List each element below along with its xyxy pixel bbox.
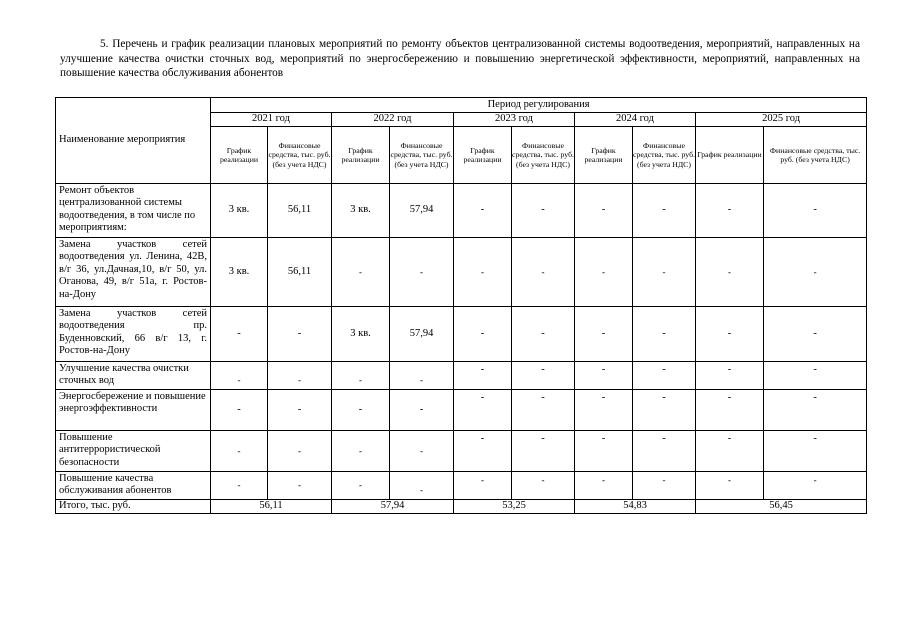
- schedule-cell: -: [211, 362, 268, 390]
- finance-cell: 56,11: [268, 184, 332, 238]
- schedule-cell: -: [575, 362, 633, 390]
- table-row: [56, 362, 867, 390]
- schedule-subheader: График реализации: [575, 127, 633, 184]
- schedule-cell: -: [575, 390, 633, 431]
- table-row: [56, 390, 867, 431]
- total-value: 54,83: [575, 500, 696, 514]
- schedule-cell: -: [696, 390, 764, 431]
- finance-cell: -: [512, 431, 575, 472]
- finance-cell: -: [512, 390, 575, 431]
- schedule-cell: -: [696, 472, 764, 500]
- schedule-cell: -: [696, 307, 764, 362]
- activity-name: Замена участков сетей водоотведения пр. Буденновский, 66 в/г 13, г. Ростов-на-Дону: [56, 307, 211, 362]
- finance-cell: -: [512, 472, 575, 500]
- total-row: [56, 500, 867, 514]
- finance-cell: -: [390, 362, 454, 390]
- finance-cell: -: [764, 431, 867, 472]
- finance-cell: -: [512, 362, 575, 390]
- schedule-cell: -: [211, 307, 268, 362]
- schedule-cell: 3 кв.: [332, 184, 390, 238]
- finance-cell: -: [268, 390, 332, 431]
- finance-subheader: Финансовые средства, тыс. руб. (без учета НДС): [268, 127, 332, 184]
- schedule-cell: -: [332, 390, 390, 431]
- finance-cell: 56,11: [268, 238, 332, 307]
- finance-cell: -: [633, 390, 696, 431]
- finance-cell: -: [633, 307, 696, 362]
- schedule-subheader: График реализации: [211, 127, 268, 184]
- schedule-cell: 3 кв.: [211, 238, 268, 307]
- activity-name: Повышение антитеррористической безопасности: [56, 431, 211, 472]
- schedule-cell: -: [696, 238, 764, 307]
- regulation-period-header: Период регулирования: [211, 98, 867, 113]
- schedule-cell: -: [454, 472, 512, 500]
- table-row: [56, 307, 867, 362]
- schedule-cell: -: [575, 238, 633, 307]
- schedule-cell: 3 кв.: [211, 184, 268, 238]
- table-row: [56, 472, 867, 500]
- schedule-subheader: График реализации: [696, 127, 764, 184]
- schedule-subheader: График реализации: [454, 127, 512, 184]
- year-header: 2023 год: [454, 113, 575, 127]
- finance-subheader: Финансовые средства, тыс. руб. (без учета НДС): [764, 127, 867, 184]
- activity-name: Энергосбережение и повышение энергоэффективности: [56, 390, 211, 431]
- activity-name: Замена участков сетей водоотведения ул. Ленина, 42В, в/г 36, ул.Дачная,10, в/г 50, ул. Оганова, 49, в/г 51а, г. Ростов-на-Дону: [56, 238, 211, 307]
- finance-subheader: Финансовые средства, тыс. руб. (без учета НДС): [390, 127, 454, 184]
- schedule-cell: -: [454, 390, 512, 431]
- schedule-cell: -: [454, 431, 512, 472]
- finance-cell: -: [633, 472, 696, 500]
- schedule-subheader: График реализации: [332, 127, 390, 184]
- finance-subheader: Финансовые средства, тыс. руб. (без учета НДС): [633, 127, 696, 184]
- schedule-cell: -: [211, 390, 268, 431]
- finance-cell: 57,94: [390, 184, 454, 238]
- finance-cell: -: [764, 390, 867, 431]
- schedule-cell: -: [575, 472, 633, 500]
- finance-cell: -: [764, 472, 867, 500]
- schedule-cell: -: [575, 431, 633, 472]
- table-row: [56, 431, 867, 472]
- finance-cell: -: [633, 184, 696, 238]
- activity-name: Улучшение качества очистки сточных вод: [56, 362, 211, 390]
- schedule-cell: -: [332, 238, 390, 307]
- schedule-cell: -: [332, 472, 390, 500]
- table-row: [56, 238, 867, 307]
- schedule-cell: -: [454, 184, 512, 238]
- finance-cell: -: [268, 431, 332, 472]
- schedule-cell: -: [332, 431, 390, 472]
- total-value: 53,25: [454, 500, 575, 514]
- finance-cell: -: [512, 184, 575, 238]
- schedule-cell: -: [454, 238, 512, 307]
- total-value: 57,94: [332, 500, 454, 514]
- schedule-cell: -: [575, 307, 633, 362]
- year-header: 2024 год: [575, 113, 696, 127]
- finance-cell: 57,94: [390, 307, 454, 362]
- total-label: Итого, тыс. руб.: [56, 500, 211, 514]
- finance-cell: -: [512, 238, 575, 307]
- schedule-cell: -: [211, 431, 268, 472]
- year-header: 2021 год: [211, 113, 332, 127]
- finance-cell: -: [633, 362, 696, 390]
- finance-cell: -: [633, 431, 696, 472]
- schedule-cell: -: [454, 362, 512, 390]
- total-value: 56,11: [211, 500, 332, 514]
- schedule-cell: -: [696, 184, 764, 238]
- schedule-cell: -: [696, 431, 764, 472]
- activity-name-header: Наименование мероприятия: [56, 98, 211, 184]
- finance-cell: -: [764, 184, 867, 238]
- finance-subheader: Финансовые средства, тыс. руб. (без учета НДС): [512, 127, 575, 184]
- activity-name: Ремонт объектов централизованной системы водоотведения, в том числе по мероприятиям:: [56, 184, 211, 238]
- finance-cell: -: [390, 431, 454, 472]
- schedule-cell: -: [332, 362, 390, 390]
- year-header: 2025 год: [696, 113, 867, 127]
- schedule-cell: -: [575, 184, 633, 238]
- activities-schedule-table: [55, 97, 867, 514]
- table-row: [56, 184, 867, 238]
- finance-cell: -: [268, 362, 332, 390]
- schedule-cell: -: [454, 307, 512, 362]
- activity-name: Повышение качества обслуживания абонентов: [56, 472, 211, 500]
- schedule-cell: -: [211, 472, 268, 500]
- section-heading: 5. Перечень и график реализации плановых мероприятий по ремонту объектов централизованной системы водоотведения, мероприятий, направленных на улучшение качества очистки сточных вод, мероприятий по энергосбережению и повышению энергетической эффективности, мероприятий, направленных на повышение качества обслуживания абонентов: [60, 38, 860, 79]
- schedule-cell: 3 кв.: [332, 307, 390, 362]
- finance-cell: -: [268, 307, 332, 362]
- finance-cell: -: [633, 238, 696, 307]
- finance-cell: -: [390, 238, 454, 307]
- finance-cell: -: [764, 307, 867, 362]
- schedule-cell: -: [696, 362, 764, 390]
- finance-cell: -: [390, 472, 454, 500]
- finance-cell: -: [390, 390, 454, 431]
- total-value: 56,45: [696, 500, 867, 514]
- year-header: 2022 год: [332, 113, 454, 127]
- finance-cell: -: [268, 472, 332, 500]
- finance-cell: -: [512, 307, 575, 362]
- finance-cell: -: [764, 362, 867, 390]
- finance-cell: -: [764, 238, 867, 307]
